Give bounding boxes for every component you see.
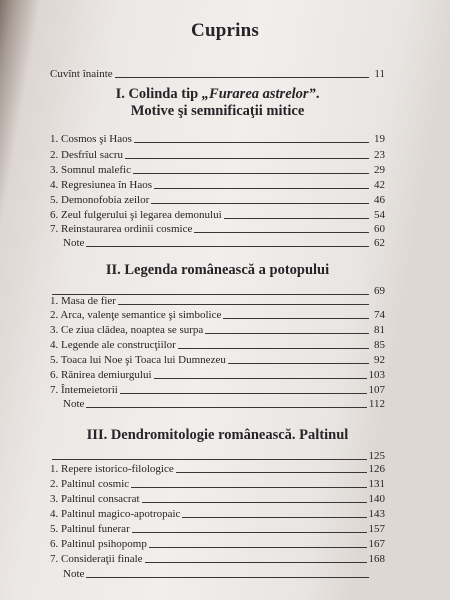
toc-entry: 6. Rănirea demiurgului 103 — [50, 369, 385, 381]
leader-line — [115, 76, 369, 78]
leader-line — [154, 377, 367, 379]
toc-entry-notes: Note — [50, 566, 385, 580]
leader-line — [133, 172, 369, 174]
toc-entry: 1. Masa de fier — [50, 293, 385, 307]
toc-entry: 4. Regresiunea în Haos 42 — [50, 179, 385, 191]
toc-entry: 5. Demonofobia zeilor 46 — [50, 194, 385, 206]
leader-line — [145, 561, 367, 563]
leader-line — [194, 231, 369, 233]
toc-entry: 2. Arca, valenţe semantice şi simbolice 74 — [50, 309, 385, 321]
leader-line — [224, 217, 369, 219]
leader-line — [205, 332, 369, 334]
leader-line — [154, 187, 369, 189]
toc-entry: 7. Consideraţii finale 168 — [50, 553, 385, 565]
toc-entry-page: 11 — [374, 68, 385, 80]
leader-line — [86, 576, 369, 578]
toc-entry: 1. Repere istorico-filologice 126 — [50, 463, 385, 475]
leader-line — [149, 546, 367, 548]
toc-entry-notes: Note 112 — [63, 398, 385, 410]
section-heading-3: III. Dendromitologie românească. Paltinul — [86, 427, 349, 443]
leader-line — [182, 516, 366, 518]
toc-entry-section-start: 125 — [50, 448, 385, 462]
toc-entry: 2. Desfrîul sacru 23 — [50, 149, 385, 161]
leader-line — [142, 501, 367, 503]
leader-line — [176, 471, 367, 473]
leader-line — [178, 347, 369, 349]
toc-entry: 5. Toaca lui Noe şi Toaca lui Dumnezeu 92 — [50, 354, 385, 366]
leader-line — [132, 531, 367, 533]
leader-line — [131, 486, 366, 488]
section-heading-2: II. Legenda românească a potopului — [105, 262, 330, 278]
toc-entry: 1. Cosmos şi Haos 19 — [50, 133, 385, 145]
toc-entry-label: Cuvînt înainte — [50, 68, 113, 80]
leader-line — [151, 202, 369, 204]
leader-line — [125, 157, 369, 159]
toc-entry-section-start: 69 — [50, 283, 385, 297]
toc-entry: 3. Somnul malefic 29 — [50, 164, 385, 176]
leader-line — [134, 141, 369, 143]
toc-entry: 2. Paltinul cosmic 131 — [50, 478, 385, 490]
toc-entry-notes: Note 62 — [63, 237, 385, 249]
toc-entry: 4. Legende ale construcţiilor 85 — [50, 339, 385, 351]
leader-line — [223, 317, 369, 319]
toc-entry-intro — [50, 66, 385, 80]
leader-line — [86, 406, 367, 408]
leader-line — [118, 303, 369, 305]
page-title: Cuprins — [191, 20, 259, 41]
toc-entry: 6. Zeul fulgerului şi legarea demonului 54 — [50, 209, 385, 221]
toc-entry: 5. Paltinul funerar 157 — [50, 523, 385, 535]
toc-entry: 3. Paltinul consacrat 140 — [50, 493, 385, 505]
toc-entry: 6. Paltinul psihopomp 167 — [50, 538, 385, 550]
leader-line — [52, 458, 367, 460]
toc-entry: 7. Întemeietorii 107 — [50, 384, 385, 396]
toc-entry: 7. Reinstaurarea ordinii cosmice 60 — [50, 223, 385, 235]
leader-line — [86, 245, 369, 247]
toc-entry: 4. Paltinul magico-apotropaic 143 — [50, 508, 385, 520]
section-heading-1: I. Colinda tip „Furarea astrelor”. Motive şi semnificaţii mitice — [115, 86, 320, 119]
leader-line — [120, 392, 367, 394]
bleed-through-text — [60, 0, 370, 10]
leader-line — [228, 362, 369, 364]
toc-entry: 3. Ce ziua clădea, noaptea se surpa 81 — [50, 324, 385, 336]
